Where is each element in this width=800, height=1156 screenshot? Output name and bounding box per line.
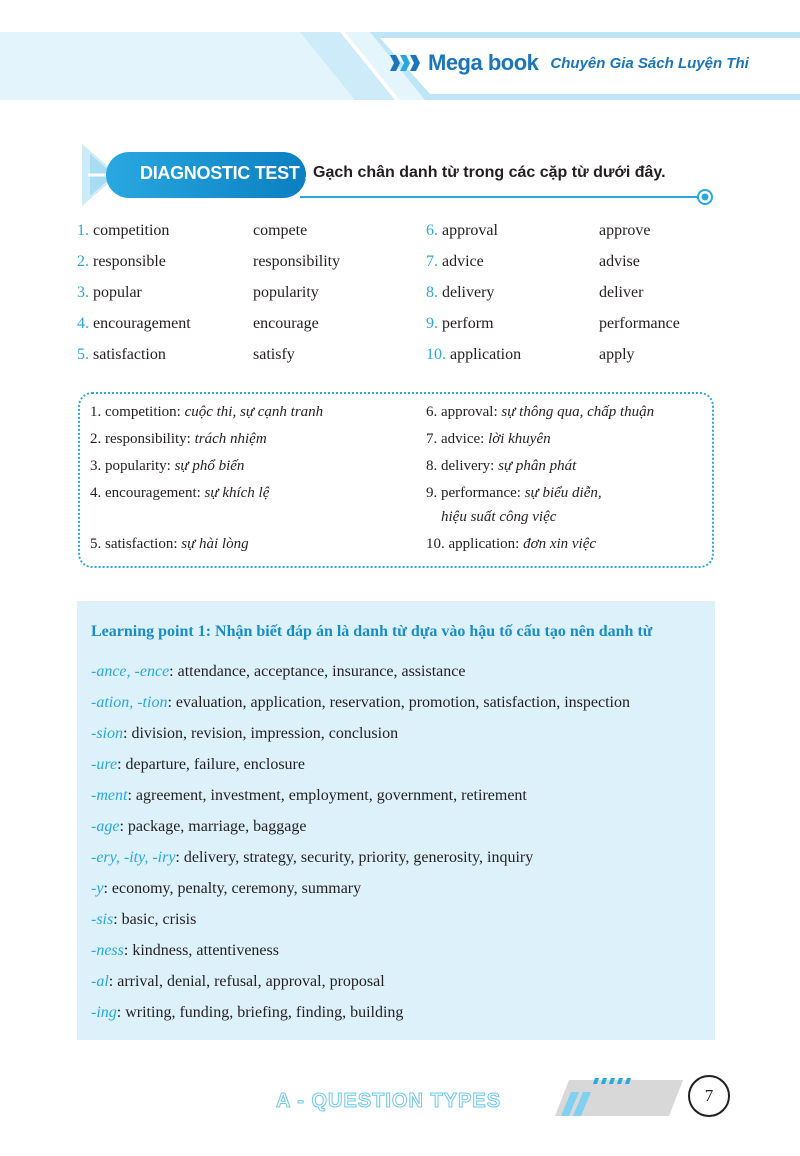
pair-partner: deliver: [599, 284, 644, 301]
answer-item: 8. delivery: sự phân phát: [426, 458, 577, 474]
pair-word: 10. application: [426, 346, 522, 363]
brand-logo: [388, 50, 749, 76]
rule-end-dot-icon: [696, 188, 714, 206]
suffix-row: -ation, -tion: evaluation, application, reservation, promotion, satisfaction, inspection: [91, 694, 630, 711]
pair-partner: performance: [599, 315, 680, 332]
pair-partner: popularity: [253, 284, 319, 301]
answer-item: 6. approval: sự thông qua, chấp thuận: [426, 404, 655, 420]
answer-item: 2. responsibility: trách nhiệm: [90, 431, 267, 447]
suffix-row: -ure: departure, failure, enclosure: [91, 756, 305, 773]
test-label: DIAGNOSTIC TEST 1: [140, 163, 314, 183]
pair-word: 9. perform: [426, 315, 494, 332]
page-number: 7: [688, 1075, 730, 1117]
answer-item-continued: hiệu suất công việc: [441, 509, 557, 525]
answer-item: 7. advice: lời khuyên: [426, 431, 551, 447]
answer-item: 3. popularity: sự phổ biến: [90, 458, 245, 474]
answer-item: 10. application: đơn xin việc: [426, 536, 597, 552]
pair-partner: encourage: [253, 315, 319, 332]
pair-word: 2. responsible: [77, 253, 166, 270]
pair-word: 4. encouragement: [77, 315, 191, 332]
suffix-row: -ness: kindness, attentiveness: [91, 942, 279, 959]
suffix-row: -y: economy, penalty, ceremony, summary: [91, 880, 362, 897]
pair-partner: satisfy: [253, 346, 295, 363]
answer-item: 5. satisfaction: sự hài lòng: [90, 536, 249, 552]
suffix-row: -ing: writing, funding, briefing, finding, building: [91, 1004, 404, 1021]
heading-rule: [300, 196, 700, 198]
instruction-text: Gạch chân danh từ trong các cặp từ dưới đây.: [313, 164, 666, 181]
megabook-logo-icon: [388, 53, 422, 73]
suffix-row: -ery, -ity, -iry: delivery, strategy, security, priority, generosity, inquiry: [91, 849, 534, 866]
pair-partner: compete: [253, 222, 308, 239]
answer-item: 9. performance: sự biểu diễn,: [426, 485, 602, 501]
pair-partner: approve: [599, 222, 651, 239]
suffix-row: -sion: division, revision, impression, conclusion: [91, 725, 399, 742]
suffix-row: -ance, -ence: attendance, acceptance, insurance, assistance: [91, 663, 466, 680]
brand-tagline: Chuyên Gia Sách Luyện Thi: [550, 54, 749, 72]
answer-item: 4. encouragement: sự khích lệ: [90, 485, 270, 501]
footer-stripes-decoration: [555, 1072, 705, 1122]
suffix-row: -ment: agreement, investment, employment, government, retirement: [91, 787, 527, 804]
suffix-row: -age: package, marriage, baggage: [91, 818, 307, 835]
pair-word: 7. advice: [426, 253, 484, 270]
pair-word: 1. competition: [77, 222, 170, 239]
pair-word: 6. approval: [426, 222, 498, 239]
pair-word: 5. satisfaction: [77, 346, 166, 363]
learning-point-title: Learning point 1: Nhận biết đáp án là danh từ dựa vào hậu tố cấu tạo nên danh từ: [91, 623, 653, 640]
pair-partner: advise: [599, 253, 640, 270]
brand-name: Mega book: [428, 50, 539, 75]
pair-word: 3. popular: [77, 284, 142, 301]
footer-section-label: A - QUESTION TYPES: [276, 1090, 502, 1112]
pair-partner: responsibility: [253, 253, 341, 270]
answer-item: 1. competition: cuộc thi, sự cạnh tranh: [90, 404, 324, 420]
pair-word: 8. delivery: [426, 284, 495, 301]
pair-partner: apply: [599, 346, 635, 363]
suffix-row: -al: arrival, denial, refusal, approval, proposal: [91, 973, 385, 990]
suffix-row: -sis: basic, crisis: [91, 911, 197, 928]
